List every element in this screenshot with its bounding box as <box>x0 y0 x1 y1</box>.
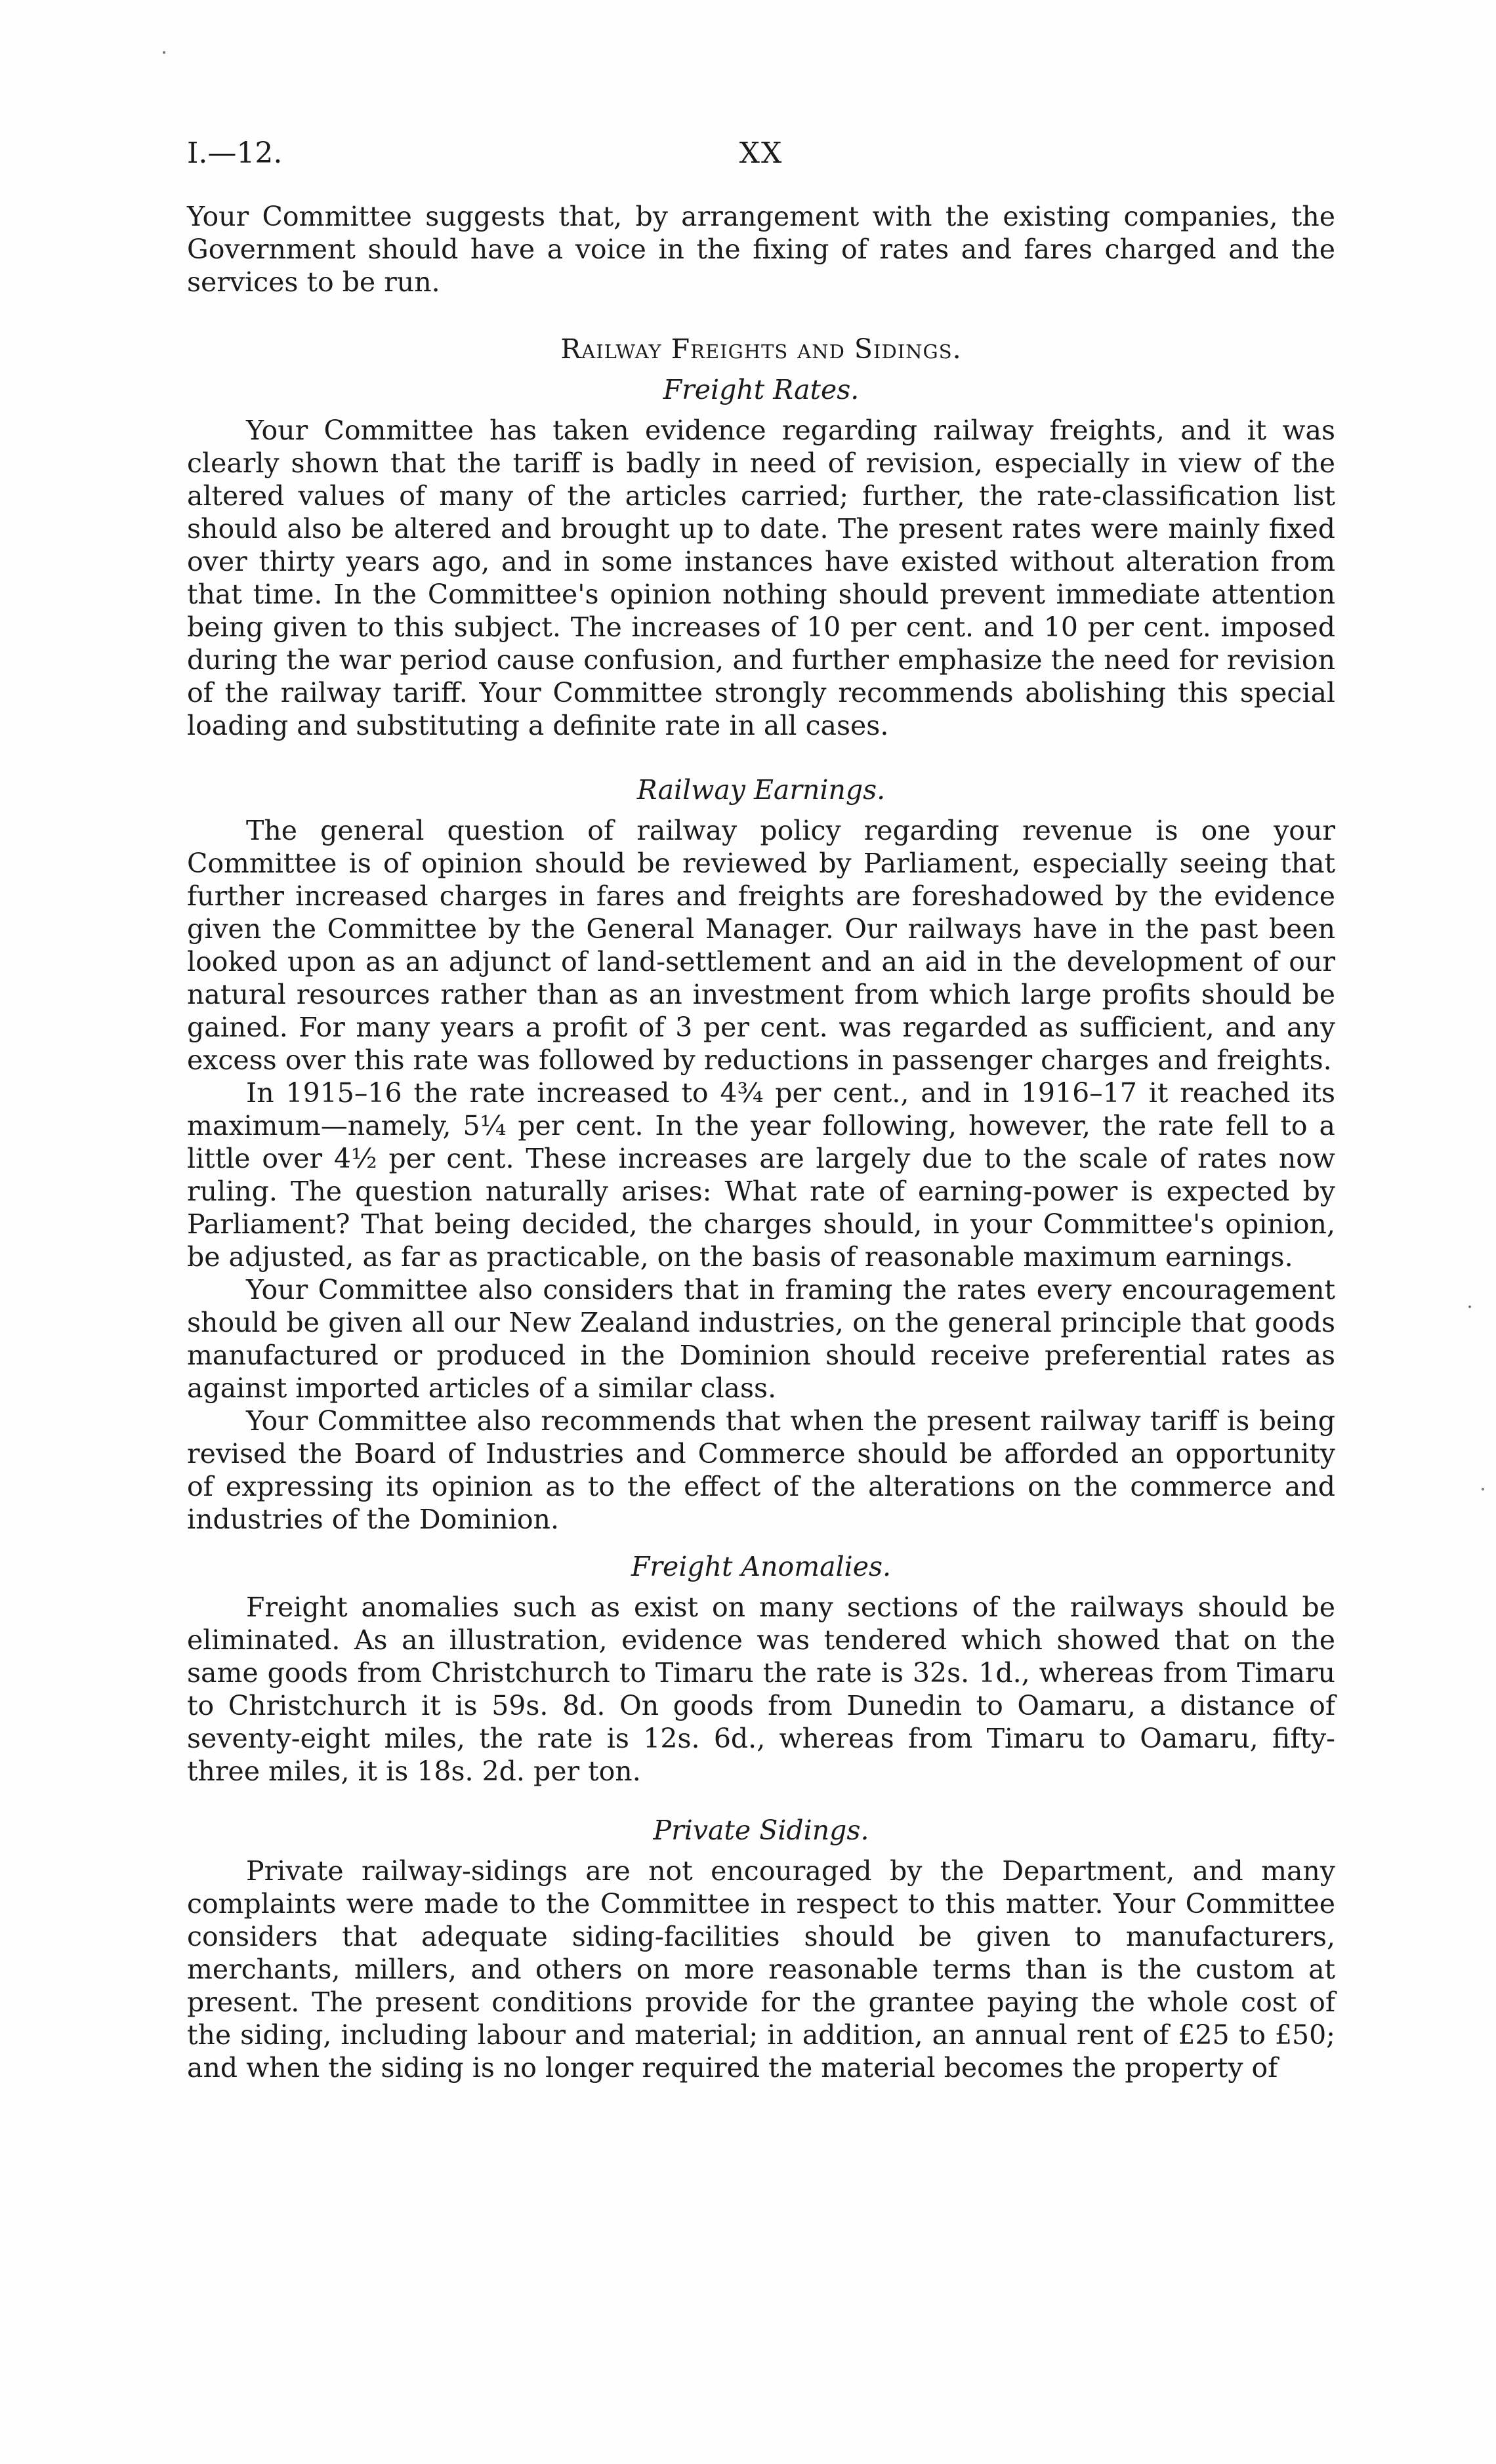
paragraph: Private railway-sidings are not encouraged by the Department, and many complaints were made to the Committee in respect to this matter. Your Committee considers that adequate siding-facilities should be given to manufacturers, merchants, millers, and others on more reasonable terms than is the custom at present. The present conditions provide for the grantee paying the whole cost of the siding, including labour and material; in addition, an annual rent of £25 to £50; and when the siding is no longer required the material becomes the property of <box>187 1855 1335 2084</box>
page-number: XX <box>739 136 783 170</box>
paragraph: Your Committee also considers that in framing the rates every encouragement should be given all our New Zealand industries, on the general principle that goods manufactured or produced in the Dominion should receive preferential rates as against imported articles of a similar class. <box>187 1274 1335 1404</box>
paragraph: Your Committee has taken evidence regarding railway freights, and it was clearly shown that the tariff is badly in need of revision, especially in view of the altered values of many of the articles carried; further, the rate-classification list should also be altered and brought up to date. The present rates were mainly fixed over thirty years ago, and in some instances have existed without alteration from that time. In the Committee's opinion nothing should prevent immediate attention being given to this subject. The increases of 10 per cent. and 10 per cent. imposed during the war period cause confusion, and further emphasize the need for revision of the railway tariff. Your Committee strongly recommends abolishing this special loading and substituting a definite rate in all cases. <box>187 415 1335 741</box>
page-header <box>187 136 1335 178</box>
page-reference: I.—12. <box>187 136 283 170</box>
subsection-title-freight-rates: Freight Rates. <box>663 374 860 405</box>
subsection-title-private-sidings: Private Sidings. <box>653 1815 869 1846</box>
paragraph: Freight anomalies such as exist on many sections of the railways should be eliminated. As an illustration, evidence was tendered which showed that on the same goods from Christchurch to Timaru the rate is 32s. 1d., whereas from Timaru to Christchurch it is 59s. 8d. On goods from Dunedin to Oamaru, a distance of seventy-eight miles, the rate is 12s. 6d., whereas from Timaru to Oamaru, fifty-three miles, it is 18s. 2d. per ton. <box>187 1591 1335 1787</box>
intro-paragraph: Your Committee suggests that, by arrangement with the existing companies, the Government should have a voice in the fixing of rates and fares charged and the services to be run. <box>187 201 1335 298</box>
paragraph: In 1915–16 the rate increased to 4¾ per cent., and in 1916–17 it reached its maximum—namely, 5¼ per cent. In the year following, however, the rate fell to a little over 4½ per cent. These increases are largely due to the scale of rates now ruling. The question naturally arises: What rate of earning-power is expected by Parliament? That being decided, the charges should, in your Committee's opinion, be adjusted, as far as practicable, on the basis of reasonable maximum earnings. <box>187 1077 1335 1273</box>
scan-speck <box>163 51 165 54</box>
subsection-title-railway-earnings: Railway Earnings. <box>636 774 886 806</box>
document-body <box>187 200 1335 2084</box>
scan-speck <box>1468 1305 1471 1308</box>
paragraph: The general question of railway policy regarding revenue is one your Committee is of opinion should be reviewed by Parliament, especially seeing that further increased charges in fares and freights are foreshadowed by the evidence given the Committee by the General Manager. Our railways have in the past been looked upon as an adjunct of land-settlement and an aid in the development of our natural resources rather than as an investment from which large profits should be gained. For many years a profit of 3 per cent. was regarded as sufficient, and any excess over this rate was followed by reductions in passenger charges and freights. <box>187 815 1335 1076</box>
paragraph: Your Committee also recommends that when the present railway tariff is being revised the Board of Industries and Commerce should be afforded an opportunity of expressing its opinion as to the effect of the alterations on the commerce and industries of the Dominion. <box>187 1405 1335 1535</box>
subsection-title-freight-anomalies: Freight Anomalies. <box>631 1551 892 1582</box>
section-title: Railway Freights and Sidings. <box>560 333 962 365</box>
scan-speck <box>1482 1488 1484 1490</box>
